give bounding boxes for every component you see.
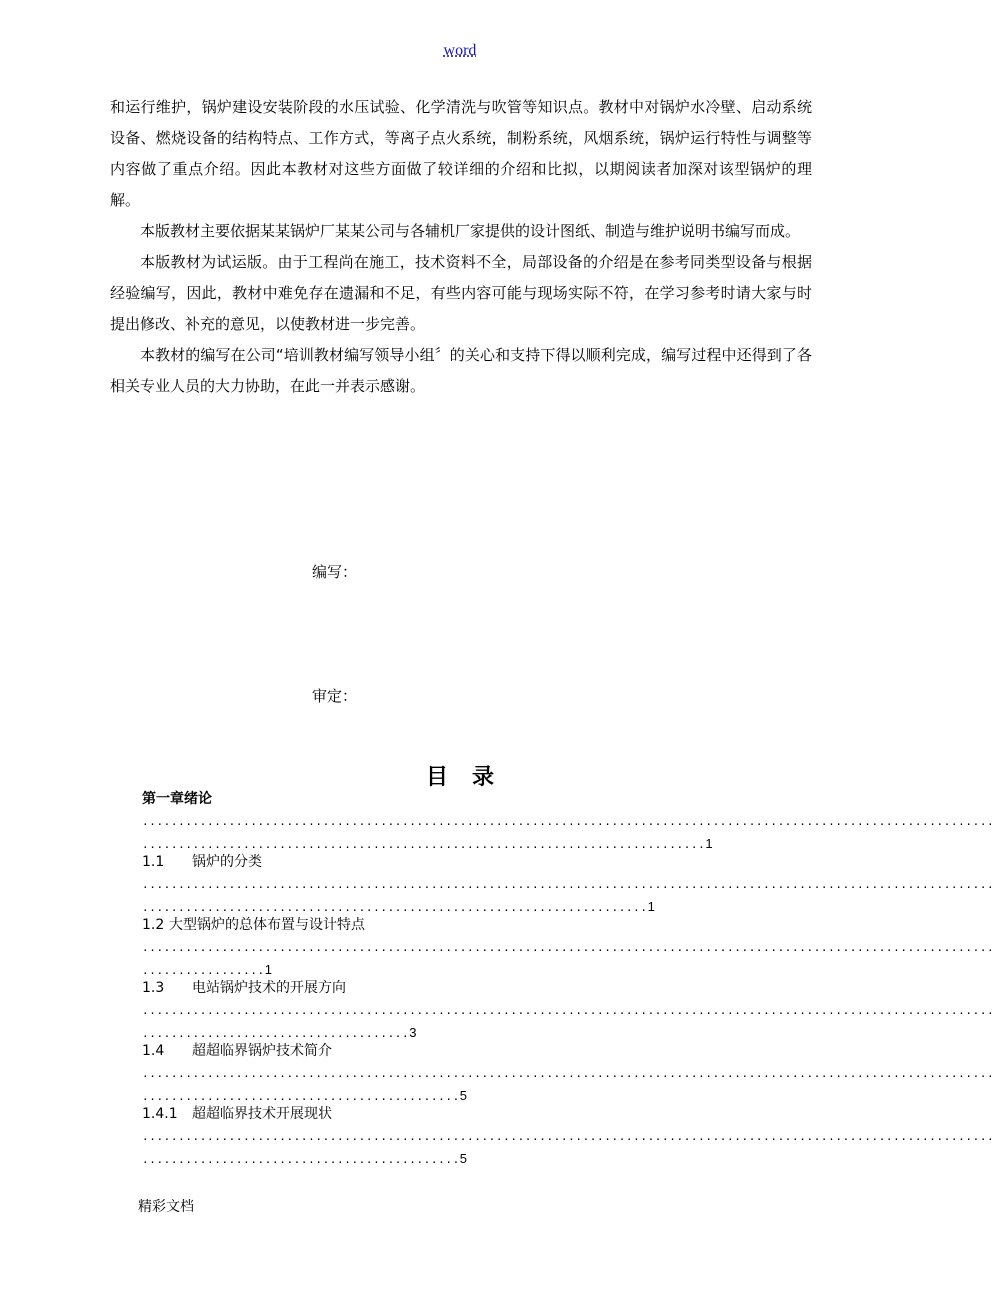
toc-entry-number: 1.3 <box>142 980 165 996</box>
toc-page-number: 3 <box>409 1025 417 1040</box>
toc-entry-title: 大型锅炉的总体布置与设计特点 <box>169 917 365 933</box>
paragraph-4: 本教材的编写在公司“培训教材编写领导小组〞的关心和支持下得以顺利完成，编写过程中还得到了各相关专业人员的大力协助，在此一并表示感谢。 <box>110 346 812 395</box>
toc-entry-label[interactable] <box>142 1103 332 1125</box>
toc-entry-label[interactable] <box>142 914 365 936</box>
paragraph-1: 和运行维护，锅炉建设安装阶段的水压试验、化学清洗与吹管等知识点。教材中对锅炉水冷壁、启动系统设备、燃烧设备的结构特点、工作方式，等离子点火系统，制粉系统，风烟系统，锅炉运行特性与调整等内容做了重点介绍。因此本教材对这些方面做了较详细的介绍和比拟，以期阅读者加深对该型锅炉的理解。 <box>110 98 812 209</box>
toc-page-number: 5 <box>459 1151 468 1166</box>
author-label: 编写： <box>312 563 358 581</box>
toc-entry-title: 电站锅炉技术的开展方向 <box>192 980 346 996</box>
table-of-contents <box>142 788 994 1166</box>
toc-page-number: 1 <box>264 962 273 977</box>
toc-leader-dots: ...................................................................................................................... <box>142 1067 994 1080</box>
footer-text: 精彩文档 <box>138 1199 194 1215</box>
toc-leader-dots: ............................................5 <box>142 1088 468 1103</box>
toc-entry-title: 锅炉的分类 <box>192 854 262 870</box>
toc-leader-dots: ...................................................................................................................... <box>142 815 994 828</box>
toc-leader-dots: ...................................................................................................................... <box>142 1004 994 1017</box>
paragraph-3: 本版教材为试运版。由于工程尚在施工，技术资料不全，局部设备的介绍是在参考同类型设备与根据经验编写，因此，教材中难免存在遗漏和不足，有些内容可能与现场实际不符，在学习参考时请大家与时提出修改、补充的意见，以使教材进一步完善。 <box>110 253 812 333</box>
toc-entry[interactable] <box>142 851 994 914</box>
toc-entry[interactable] <box>142 788 994 851</box>
toc-leader-dots: ...................................................................................................................... <box>142 878 994 891</box>
toc-entry[interactable] <box>142 977 994 1040</box>
header-word-link[interactable]: word <box>443 42 477 59</box>
toc-entry-number: 1.2 <box>142 917 165 933</box>
toc-entry-number: 1.4 <box>142 1043 165 1059</box>
toc-entry-title: 第一章绪论 <box>142 791 212 807</box>
toc-page-number: 5 <box>459 1088 468 1103</box>
reviewer-label: 审定： <box>312 687 358 705</box>
toc-entry[interactable] <box>142 914 994 977</box>
toc-entry-label[interactable] <box>142 788 212 810</box>
paragraph-2: 本版教材主要依据某某锅炉厂某某公司与各辅机厂家提供的设计图纸、制造与维护说明书编写而成。 <box>140 222 801 240</box>
toc-entry-label[interactable] <box>142 1040 332 1062</box>
toc-page-number: 1 <box>705 836 713 851</box>
toc-leader-dots: ..............................................................................1 <box>142 836 713 851</box>
toc-entry-label[interactable] <box>142 977 346 999</box>
toc-leader-dots: ......................................................................1 <box>142 899 655 914</box>
toc-entry-number: 1.1 <box>142 854 165 870</box>
body-text <box>110 92 812 402</box>
toc-leader-dots: ...................................................................................................................... <box>142 941 994 954</box>
toc-entry[interactable] <box>142 1040 994 1103</box>
toc-page-number: 1 <box>647 899 655 914</box>
toc-leader-dots: .................1 <box>142 962 273 977</box>
toc-leader-dots: ...................................................................................................................... <box>142 1130 994 1143</box>
toc-leader-dots: .....................................3 <box>142 1025 417 1040</box>
toc-entry-title: 超超临界技术开展现状 <box>192 1106 332 1122</box>
toc-entry[interactable] <box>142 1103 994 1166</box>
toc-leader-dots: ............................................5 <box>142 1151 468 1166</box>
toc-entry-number: 1.4.1 <box>142 1106 178 1122</box>
toc-title: 目录 <box>425 765 518 790</box>
toc-entry-label[interactable] <box>142 851 262 873</box>
toc-entry-title: 超超临界锅炉技术简介 <box>192 1043 332 1059</box>
